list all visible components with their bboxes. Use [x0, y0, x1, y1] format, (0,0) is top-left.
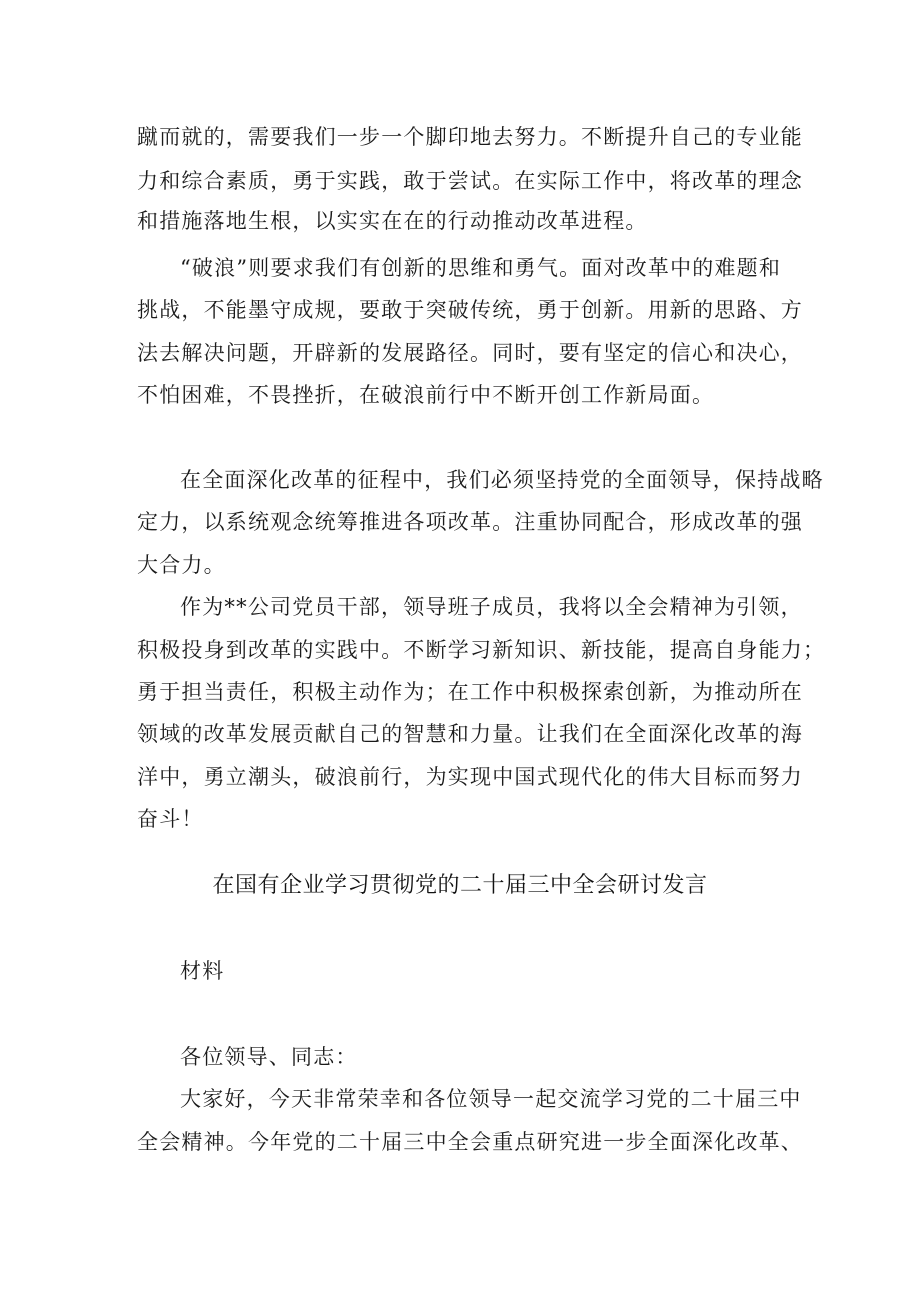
text-line: 大家好，今天非常荣幸和各位领导一起交流学习党的二十届三中 — [180, 1087, 802, 1111]
text-line: 在全面深化改革的征程中，我们必须坚持党的全面领导，保持战略 — [180, 468, 824, 492]
text-line: 挑战，不能墨守成规，要敢于突破传统，勇于创新。用新的思路、方 — [137, 298, 803, 322]
text-line: 洋中，勇立潮头，破浪前行，为实现中国式现代化的伟大目标而努力 — [137, 765, 803, 789]
text-line: “破浪”则要求我们有创新的思维和勇气。面对改革中的难题和 — [180, 256, 782, 280]
material-label: 材料 — [180, 959, 225, 983]
text-line: 奋斗！ — [137, 807, 204, 831]
text-line: 勇于担当责任，积极主动作为；在工作中积极探索创新，为推动所在 — [137, 680, 803, 704]
salutation: 各位领导、同志： — [180, 1045, 358, 1069]
text-line: 蹴而就的，需要我们一步一个脚印地去努力。不断提升自己的专业能 — [137, 125, 803, 149]
text-line: 大合力。 — [137, 553, 226, 577]
text-line: 作为**公司党员干部，领导班子成员，我将以全会精神为引领， — [180, 595, 803, 619]
text-line: 力和综合素质，勇于实践，敢于尝试。在实际工作中，将改革的理念 — [137, 169, 803, 193]
text-line: 定力，以系统观念统筹推进各项改革。注重协同配合，形成改革的强 — [137, 510, 803, 534]
text-line: 法去解决问题，开辟新的发展路径。同时，要有坚定的信心和决心， — [137, 341, 803, 365]
text-line: 全会精神。今年党的二十届三中全会重点研究进一步全面深化改革、 — [137, 1130, 803, 1154]
text-line: 和措施落地生根，以实实在在的行动推动改革进程。 — [137, 209, 648, 233]
section-title: 在国有企业学习贯彻党的二十届三中全会研讨发言 — [212, 873, 708, 898]
text-line: 不怕困难，不畏挫折，在破浪前行中不断开创工作新局面。 — [137, 383, 715, 407]
text-line: 积极投身到改革的实践中。不断学习新知识、新技能，提高自身能力； — [137, 638, 826, 662]
text-line: 领域的改革发展贡献自己的智慧和力量。让我们在全面深化改革的海 — [137, 722, 803, 746]
